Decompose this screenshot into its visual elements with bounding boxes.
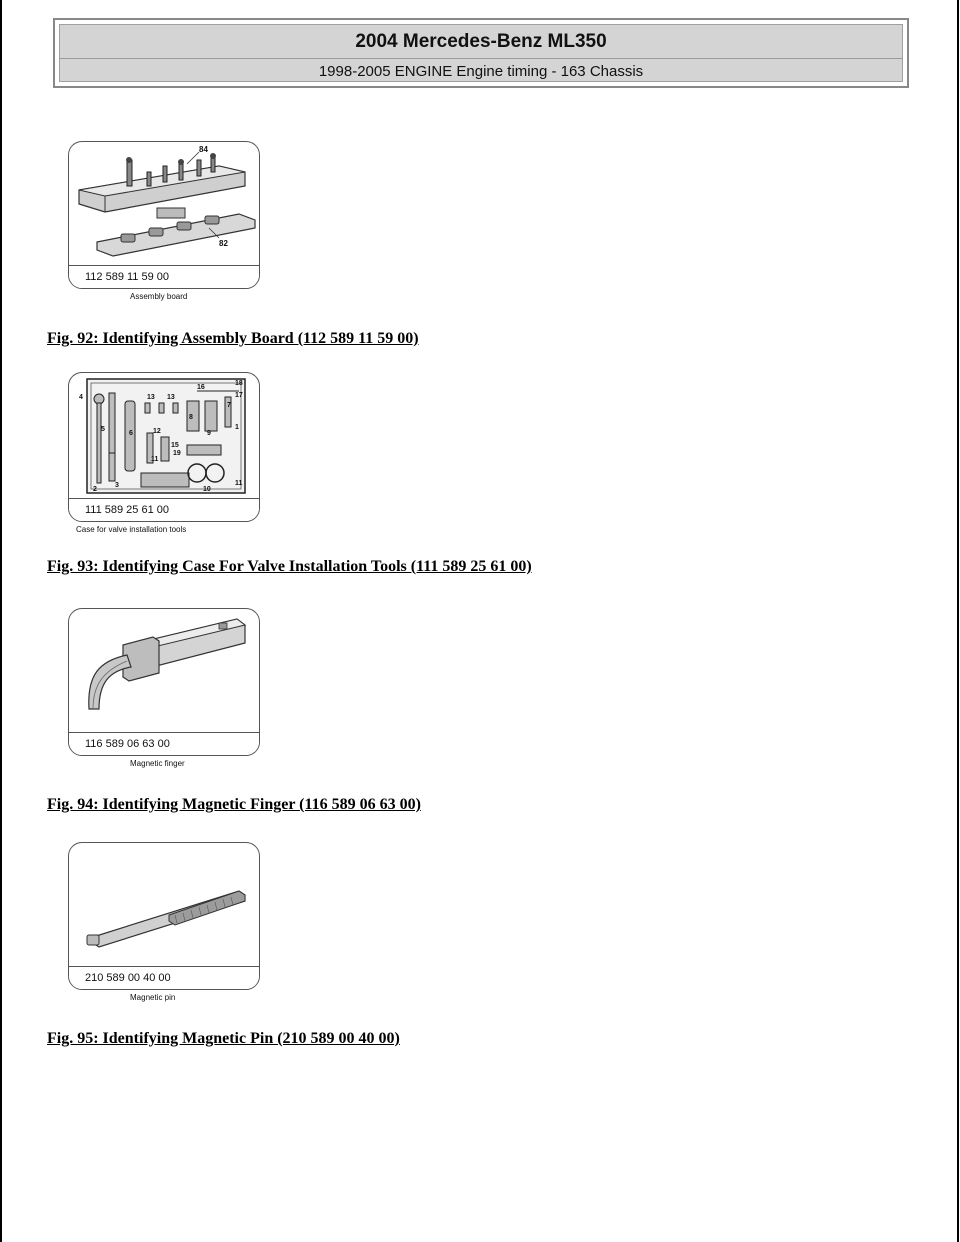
figure-caption: Fig. 93: Identifying Case For Valve Installation Tools (111 589 25 61 00) xyxy=(47,558,532,575)
callout-label: 8 xyxy=(189,414,193,421)
tool-name: Magnetic pin xyxy=(130,993,176,1002)
figure-magnetic-finger xyxy=(68,608,264,768)
magnetic-finger-illustration xyxy=(69,609,259,733)
callout-label: 16 xyxy=(197,384,205,391)
callout-label: 19 xyxy=(173,450,181,457)
valve-tool-case-illustration xyxy=(69,373,259,499)
figure-image xyxy=(68,608,260,756)
part-number: 210 589 00 40 00 xyxy=(69,966,259,989)
callout-label: 9 xyxy=(207,430,211,437)
header-divider xyxy=(60,58,902,59)
part-number: 116 589 06 63 00 xyxy=(69,732,259,755)
callout-label: 7 xyxy=(227,402,231,409)
header-panel xyxy=(59,24,903,82)
callout-label: 15 xyxy=(171,442,179,449)
figure-assembly-board xyxy=(68,141,264,301)
figure-image xyxy=(68,372,260,522)
assembly-board-illustration xyxy=(69,142,259,266)
page-right-border xyxy=(957,0,959,1242)
callout-label: 6 xyxy=(129,430,133,437)
tool-name: Magnetic finger xyxy=(130,759,185,768)
callout-label: 18 xyxy=(235,380,243,387)
callout-82: 82 xyxy=(219,239,228,248)
callout-84: 84 xyxy=(199,145,208,154)
callout-label: 4 xyxy=(79,394,83,401)
figure-image xyxy=(68,842,260,990)
callout-label: 13 xyxy=(167,394,175,401)
callout-label: 12 xyxy=(153,428,161,435)
magnetic-pin-illustration xyxy=(69,843,259,967)
figure-magnetic-pin xyxy=(68,842,264,1002)
tool-name: Case for valve installation tools xyxy=(76,525,187,534)
header-title: 2004 Mercedes-Benz ML350 xyxy=(355,31,607,52)
callout-label: 2 xyxy=(93,486,97,493)
figure-caption: Fig. 94: Identifying Magnetic Finger (116 589 06 63 00) xyxy=(47,796,421,813)
callout-label: 11 xyxy=(151,456,159,463)
figure-valve-installation-case xyxy=(68,372,264,534)
figure-caption: Fig. 95: Identifying Magnetic Pin (210 589 00 40 00) xyxy=(47,1030,400,1047)
tool-name: Assembly board xyxy=(130,292,188,301)
callout-label: 11 xyxy=(235,480,243,487)
callout-label: 10 xyxy=(203,486,211,493)
part-number: 112 589 11 59 00 xyxy=(69,265,259,288)
callout-label: 3 xyxy=(115,482,119,489)
page-left-border xyxy=(0,0,2,1242)
callout-label: 13 xyxy=(147,394,155,401)
figure-caption: Fig. 92: Identifying Assembly Board (112 589 11 59 00) xyxy=(47,330,419,347)
figure-image xyxy=(68,141,260,289)
callout-label: 17 xyxy=(235,392,243,399)
part-number: 111 589 25 61 00 xyxy=(69,498,259,521)
callout-label: 1 xyxy=(235,424,239,431)
document-header xyxy=(53,18,909,88)
header-subtitle: 1998-2005 ENGINE Engine timing - 163 Chassis xyxy=(318,63,644,80)
callout-label: 5 xyxy=(101,426,105,433)
